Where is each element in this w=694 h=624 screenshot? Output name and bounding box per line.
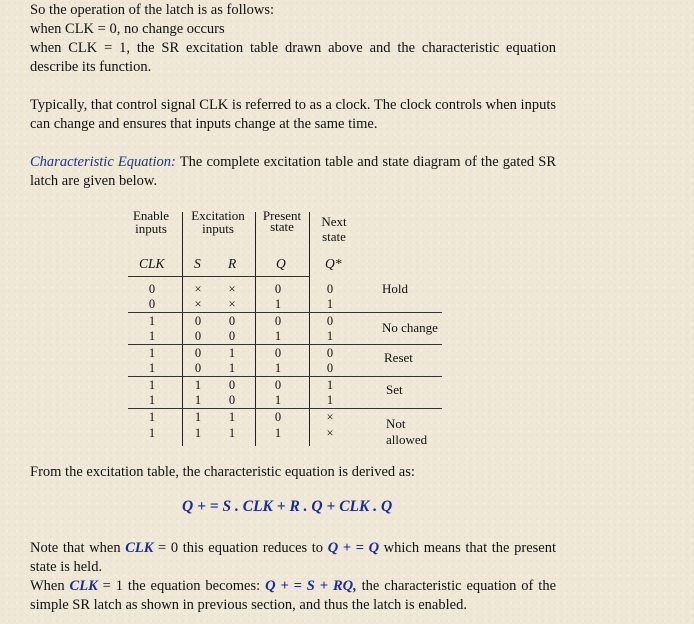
note2-clk: CLK: [69, 578, 98, 594]
table-cell-qn: 1: [326, 378, 334, 392]
table-vline-1: [182, 212, 183, 446]
header-enable: Enable inputs: [132, 208, 170, 236]
table-cell-q: 0: [274, 410, 282, 424]
table-cell-r: ×: [228, 282, 236, 296]
table-cell-s: 1: [194, 410, 202, 424]
table-cell-q: 0: [274, 378, 282, 392]
table-cell-clk: 1: [148, 346, 156, 360]
table-cell-s: ×: [194, 297, 202, 311]
table-cell-s: 0: [194, 314, 202, 328]
table-hline-4: [128, 408, 442, 409]
table-cell-r: 1: [228, 361, 236, 375]
table-cell-qn: 0: [326, 314, 334, 328]
intro-line-1: So the operation of the latch is as follows:: [30, 2, 275, 18]
table-cell-r: 1: [228, 346, 236, 360]
note-clk-0: Note that when CLK = 0 this equation reduces to Q + = Q which means that the present state is held.: [30, 540, 556, 575]
clock-paragraph: Typically, that control signal CLK is referred to as a clock. The clock controls when inputs can change and ensures that inputs change at the same time.: [30, 97, 556, 132]
table-cell-q: 1: [274, 297, 282, 311]
note1-equation: Q + = Q: [327, 540, 380, 556]
table-cell-s: 0: [194, 361, 202, 375]
header-present: Present state: [262, 208, 302, 234]
table-vline-3: [309, 212, 310, 446]
table-cell-clk: 1: [148, 378, 156, 392]
characteristic-label: Characteristic Equation:: [30, 154, 176, 170]
symbol-q: Q: [276, 256, 286, 271]
table-cell-s: 0: [194, 329, 202, 343]
label-not-allowed: Not allowed: [386, 416, 428, 447]
table-cell-s: 1: [194, 426, 202, 440]
table-cell-r: 1: [228, 426, 236, 440]
table-cell-q: 0: [274, 314, 282, 328]
note-clk-1: When CLK = 1 the equation becomes: Q + = S + RQ, the characteristic equation of the simple SR latch as shown in previous section, and thus the latch is enabled.: [30, 578, 557, 613]
table-cell-qn: 0: [326, 361, 334, 375]
excitation-table: [128, 206, 442, 446]
intro-line-3: when CLK = 1, the SR excitation table drawn above and the characteristic equation describe its function.: [30, 40, 556, 75]
header-excitation: Excitation inputs: [191, 208, 245, 236]
table-cell-clk: 1: [148, 410, 156, 424]
table-hline-1: [128, 312, 442, 313]
symbol-qstar: Q*: [325, 256, 342, 271]
table-cell-q: 0: [274, 346, 282, 360]
table-cell-q: 0: [274, 282, 282, 296]
table-cell-q: 1: [274, 426, 282, 440]
table-hline-2: [128, 344, 442, 345]
intro-line-2: when CLK = 0, no change occurs: [30, 21, 225, 37]
table-hline-header: [128, 276, 310, 277]
symbol-r: R: [228, 256, 237, 271]
table-cell-qn: 0: [326, 346, 334, 360]
table-cell-clk: 0: [148, 282, 156, 296]
label-set: Set: [386, 382, 403, 397]
header-next: Next state: [321, 214, 347, 244]
table-cell-qn: 1: [326, 297, 334, 311]
table-cell-q: 1: [274, 361, 282, 375]
note1-clk: CLK: [125, 540, 154, 556]
symbol-clk: CLK: [139, 256, 165, 271]
table-cell-r: 0: [228, 378, 236, 392]
table-cell-clk: 1: [148, 361, 156, 375]
table-hline-3: [128, 376, 442, 377]
label-hold: Hold: [382, 281, 408, 296]
table-cell-r: 0: [228, 329, 236, 343]
characteristic-paragraph: [30, 153, 556, 191]
table-cell-q: 1: [274, 329, 282, 343]
table-cell-qn: 0: [326, 282, 334, 296]
characteristic-text: The complete excitation table and state diagram of the gated SR latch are given below.: [30, 154, 557, 189]
table-cell-qn: 1: [326, 393, 334, 407]
label-reset: Reset: [384, 350, 413, 365]
label-no-change: No change: [382, 320, 438, 335]
table-cell-s: 1: [194, 393, 202, 407]
characteristic-equation: Q + = S . CLK + R . Q + CLK . Q: [182, 498, 393, 515]
note2-equation: Q + = S + RQ,: [265, 578, 357, 594]
table-cell-clk: 1: [148, 314, 156, 328]
table-cell-qn: 1: [326, 329, 334, 343]
table-cell-q: 1: [274, 393, 282, 407]
table-cell-r: ×: [228, 297, 236, 311]
table-cell-r: 0: [228, 393, 236, 407]
table-cell-clk: 1: [148, 426, 156, 440]
table-cell-clk: 1: [148, 393, 156, 407]
table-vline-2: [255, 212, 256, 446]
table-cell-qn: ×: [326, 410, 334, 424]
table-cell-clk: 0: [148, 297, 156, 311]
table-cell-clk: 1: [148, 329, 156, 343]
symbol-s: S: [194, 256, 201, 271]
table-cell-r: 1: [228, 410, 236, 424]
table-cell-s: 1: [194, 378, 202, 392]
table-cell-s: 0: [194, 346, 202, 360]
table-cell-qn: ×: [326, 426, 334, 440]
derived-paragraph: From the excitation table, the characteristic equation is derived as:: [30, 464, 415, 480]
table-cell-r: 0: [228, 314, 236, 328]
table-cell-s: ×: [194, 282, 202, 296]
